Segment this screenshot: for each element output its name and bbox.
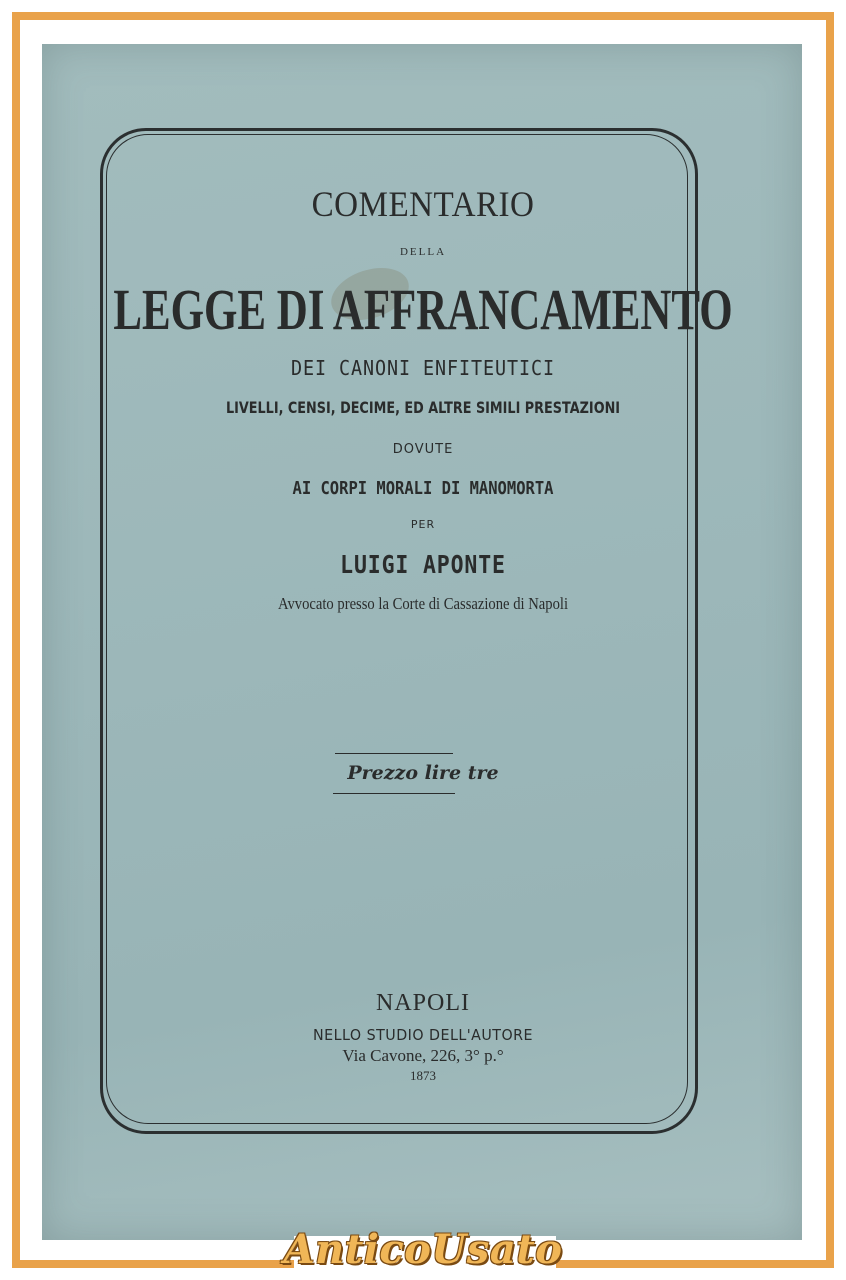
per-label: PER: [410, 518, 436, 531]
subtitle-manomorta: AI CORPI MORALI DI MANOMORTA: [292, 478, 554, 499]
price-label: Prezzo lire tre: [347, 762, 499, 784]
price-rule-top: [335, 753, 453, 754]
subtitle-livelli: LIVELLI, CENSI, DECIME, ED ALTRE SIMILI PRESTAZIONI: [225, 398, 621, 417]
author-name: LUIGI APONTE: [340, 550, 506, 579]
publisher-label: NELLO STUDIO DELL'AUTORE: [312, 1026, 534, 1044]
dovute-label: DOVUTE: [392, 442, 454, 457]
city-label: NAPOLI: [376, 990, 470, 1016]
title-top: COMENTARIO: [311, 184, 535, 224]
price-rule-bottom: [333, 793, 455, 794]
address-label: Via Cavone, 226, 3° p.°: [342, 1046, 504, 1065]
shop-watermark-logo: AnticoUsato: [283, 1226, 563, 1273]
main-title: LEGGE DI AFFRANCAMENTO: [113, 277, 733, 342]
author-role: Avvocato presso la Corte di Cassazione di Napoli: [277, 594, 569, 613]
year-label: 1873: [410, 1068, 436, 1083]
della-label: DELLA: [399, 246, 447, 258]
subtitle-canoni: DEI CANONI ENFITEUTICI: [291, 356, 555, 380]
